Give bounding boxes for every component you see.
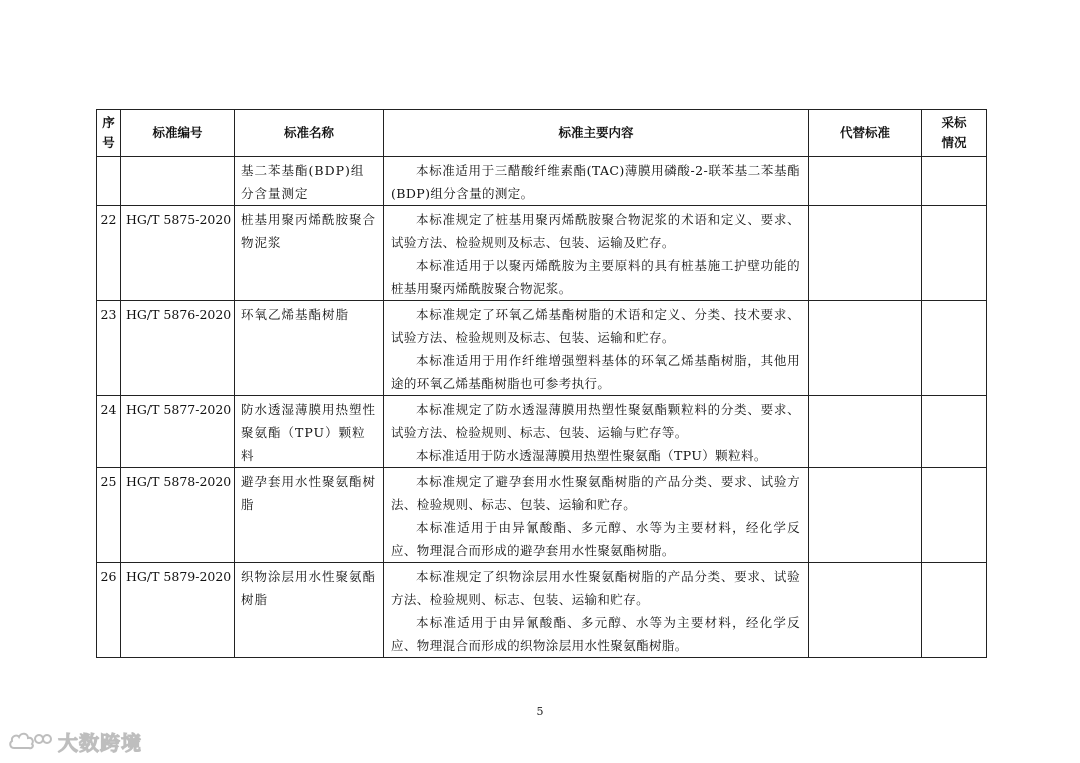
adoption-status: [922, 157, 987, 206]
table-row: [97, 563, 987, 658]
content-paragraph: 本标准适用于由异氰酸酯、多元醇、水等为主要材料，经化学反应、物理混合而形成的织物涂层用水性聚氨酯树脂。: [391, 615, 800, 653]
table-row: [97, 206, 987, 301]
table-row: [97, 301, 987, 396]
content-paragraph: 本标准规定了避孕套用水性聚氨酯树脂的产品分类、要求、试验方法、检验规则、标志、包装、运输和贮存。: [391, 474, 800, 512]
standard-name: 防水透湿薄膜用热塑性聚氨酯（TPU）颗粒料: [235, 396, 384, 468]
header-adopt: 采标情况: [922, 110, 987, 157]
standard-code: HG/T 5879-2020: [121, 563, 235, 658]
standard-name: 避孕套用水性聚氨酯树脂: [235, 468, 384, 563]
page-number: 5: [536, 705, 544, 718]
replaced-standard: [809, 396, 922, 468]
standard-content: [384, 301, 809, 396]
header-code: 标准编号: [121, 110, 235, 157]
row-number: 22: [97, 206, 121, 301]
standard-code: HG/T 5875-2020: [121, 206, 235, 301]
replaced-standard: [809, 206, 922, 301]
row-number: [97, 157, 121, 206]
replaced-standard: [809, 468, 922, 563]
standard-content: [384, 563, 809, 658]
standard-code: HG/T 5876-2020: [121, 301, 235, 396]
standard-name: 环氧乙烯基酯树脂: [235, 301, 384, 396]
header-no: 序号: [97, 110, 121, 157]
content-paragraph: 本标准适用于以聚丙烯酰胺为主要原料的具有桩基施工护壁功能的桩基用聚丙烯酰胺聚合物泥浆。: [391, 258, 800, 296]
content-paragraph: 本标准适用于防水透湿薄膜用热塑性聚氨酯（TPU）颗粒料。: [416, 448, 767, 463]
standard-code: [121, 157, 235, 206]
adoption-status: [922, 301, 987, 396]
adoption-status: [922, 396, 987, 468]
standard-content: [384, 396, 809, 468]
content-paragraph: 本标准适用于三醋酸纤维素酯(TAC)薄膜用磷酸-2-联苯基二苯基酯(BDP)组分含量的测定。: [391, 163, 800, 201]
content-paragraph: 本标准适用于用作纤维增强塑料基体的环氧乙烯基酯树脂，其他用途的环氧乙烯基酯树脂也可参考执行。: [391, 353, 800, 391]
table-row: [97, 157, 987, 206]
adoption-status: [922, 206, 987, 301]
cloud-logo-icon: [8, 728, 52, 754]
standard-name: 基二苯基酯(BDP)组分含量测定: [235, 157, 384, 206]
replaced-standard: [809, 157, 922, 206]
standard-content: [384, 157, 809, 206]
row-number: 24: [97, 396, 121, 468]
standard-content: [384, 206, 809, 301]
replaced-standard: [809, 301, 922, 396]
standard-code: HG/T 5878-2020: [121, 468, 235, 563]
content-paragraph: 本标准规定了环氧乙烯基酯树脂的术语和定义、分类、技术要求、试验方法、检验规则及标志、包装、运输和贮存。: [391, 307, 800, 345]
content-paragraph: 本标准规定了织物涂层用水性聚氨酯树脂的产品分类、要求、试验方法、检验规则、标志、包装、运输和贮存。: [391, 569, 800, 607]
header-content: 标准主要内容: [384, 110, 809, 157]
table-body: [97, 157, 987, 658]
row-number: 23: [97, 301, 121, 396]
table-header-row: [97, 110, 987, 157]
replaced-standard: [809, 563, 922, 658]
header-replace: 代替标准: [809, 110, 922, 157]
row-number: 25: [97, 468, 121, 563]
content-paragraph: 本标准规定了防水透湿薄膜用热塑性聚氨酯颗粒料的分类、要求、试验方法、检验规则、标志、包装、运输与贮存等。: [391, 402, 800, 440]
standard-name: 桩基用聚丙烯酰胺聚合物泥浆: [235, 206, 384, 301]
standard-content: [384, 468, 809, 563]
standards-table: [96, 109, 987, 658]
header-name: 标准名称: [235, 110, 384, 157]
adoption-status: [922, 563, 987, 658]
content-paragraph: 本标准规定了桩基用聚丙烯酰胺聚合物泥浆的术语和定义、要求、试验方法、检验规则及标志、包装、运输及贮存。: [391, 212, 800, 250]
row-number: 26: [97, 563, 121, 658]
table-row: [97, 396, 987, 468]
adoption-status: [922, 468, 987, 563]
standard-name: 织物涂层用水性聚氨酯树脂: [235, 563, 384, 658]
watermark: [8, 726, 142, 756]
standard-code: HG/T 5877-2020: [121, 396, 235, 468]
content-paragraph: 本标准适用于由异氰酸酯、多元醇、水等为主要材料，经化学反应、物理混合而形成的避孕套用水性聚氨酯树脂。: [391, 520, 800, 558]
table-row: [97, 468, 987, 563]
watermark-text: 大数跨境: [58, 730, 142, 755]
